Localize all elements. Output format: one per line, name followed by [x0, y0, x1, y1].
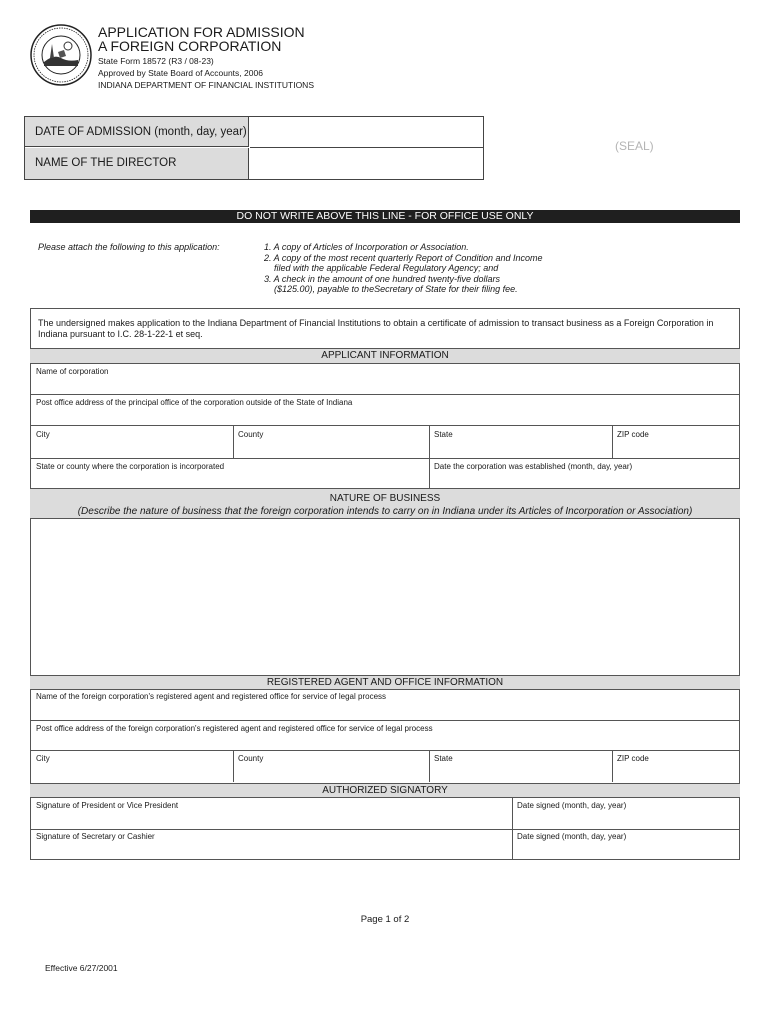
agent-city-label: City [36, 754, 50, 763]
signatory-section-heading: AUTHORIZED SIGNATORY [30, 783, 740, 798]
nature-section-heading [30, 488, 740, 519]
agent-po-address-field[interactable] [31, 721, 739, 750]
date-signed-label-2: Date signed (month, day, year) [517, 832, 627, 841]
incorporated-state-label: State or county where the corporation is incorporated [36, 462, 225, 471]
agent-zip-label: ZIP code [617, 754, 649, 763]
effective-date: Effective 6/27/2001 [45, 963, 118, 973]
form-title-line2: A FOREIGN CORPORATION [98, 38, 282, 54]
applicant-section-heading: APPLICANT INFORMATION [30, 348, 740, 364]
date-of-admission-field[interactable] [250, 117, 483, 148]
agent-zip-field[interactable] [613, 751, 739, 782]
state-form-number: State Form 18572 (R3 / 08-23) [98, 56, 214, 66]
applicant-county-field[interactable] [234, 426, 428, 457]
corporation-name-label: Name of corporation [36, 367, 109, 376]
applicant-county-label: County [238, 430, 264, 439]
nature-of-business-field[interactable] [32, 520, 742, 677]
agent-state-field[interactable] [430, 751, 611, 782]
applicant-city-label: City [36, 430, 50, 439]
agent-county-label: County [238, 754, 264, 763]
department-name: INDIANA DEPARTMENT OF FINANCIAL INSTITUTIONS [98, 80, 314, 90]
principal-office-address-label: Post office address of the principal office of the corporation outside of the State of Indiana [36, 398, 353, 407]
attachment-item: 1. A copy of Articles of Incorporation or Association. [264, 242, 469, 252]
office-admission-box [24, 116, 484, 180]
applicant-zip-label: ZIP code [617, 430, 649, 439]
nature-heading-description: (Describe the nature of business that the foreign corporation intends to carry on in Indiana under its Articles of Incorporation or Association) [77, 506, 693, 517]
attachment-item: 3. A check in the amount of one hundred twenty-five dollars [264, 273, 500, 284]
nature-heading-title: NATURE OF BUSINESS [329, 493, 441, 504]
date-signed-field-2[interactable] [513, 830, 739, 859]
approval-note: Approved by State Board of Accounts, 2006 [98, 68, 263, 78]
agent-name-label: Name of the foreign corporation's registered agent and registered office for service of legal process [36, 692, 387, 701]
attachment-item: 2. A copy of the most recent quarterly Report of Condition and Income [264, 252, 543, 263]
applicant-state-label: State [434, 430, 453, 439]
established-date-field[interactable] [430, 459, 739, 488]
incorporated-state-field[interactable] [31, 459, 428, 488]
state-seal-logo [30, 24, 92, 86]
secretary-signature-field[interactable] [31, 830, 511, 859]
applicant-state-field[interactable] [430, 426, 611, 457]
seal-placeholder: (SEAL) [615, 139, 654, 153]
name-of-director-field[interactable] [250, 148, 483, 179]
agent-city-field[interactable] [31, 751, 232, 782]
corporation-name-field[interactable] [31, 365, 739, 394]
president-signature-label: Signature of President or Vice President [36, 801, 179, 810]
page-number: Page 1 of 2 [360, 914, 410, 925]
principal-office-address-field[interactable] [31, 395, 739, 425]
applicant-zip-field[interactable] [613, 426, 739, 457]
agent-county-field[interactable] [234, 751, 428, 782]
secretary-signature-label: Signature of Secretary or Cashier [36, 832, 155, 841]
agent-po-address-label: Post office address of the foreign corporation's registered agent and registered office for service of legal process [36, 724, 433, 733]
date-of-admission-label: DATE OF ADMISSION (month, day, year) [25, 117, 249, 147]
agent-state-label: State [434, 754, 453, 763]
name-of-director-label: NAME OF THE DIRECTOR [25, 148, 249, 179]
intro-paragraph: The undersigned makes application to the Indiana Department of Financial Institutions to obtain a certificate of admission to transact business as a Foreign Corporation in Indiana pursuant to I.C. 28-1-22-1 et seq. [38, 318, 714, 339]
applicant-city-field[interactable] [31, 426, 232, 457]
agent-name-field[interactable] [31, 691, 739, 720]
form-title-line1: APPLICATION FOR ADMISSION [98, 24, 305, 40]
attachment-item: ($125.00), payable to theSecretary of State for their filing fee. [274, 284, 518, 294]
office-use-bar: DO NOT WRITE ABOVE THIS LINE - FOR OFFICE USE ONLY [30, 210, 740, 223]
attachment-item: filed with the applicable Federal Regulatory Agency; and [274, 263, 499, 273]
president-signature-field[interactable] [31, 799, 511, 829]
attachments-list [264, 242, 542, 295]
date-signed-label-1: Date signed (month, day, year) [517, 801, 627, 810]
established-date-label: Date the corporation was established (month, day, year) [434, 462, 633, 471]
attachments-label: Please attach the following to this application: [38, 242, 220, 252]
agent-section-heading: REGISTERED AGENT AND OFFICE INFORMATION [30, 675, 740, 690]
date-signed-field-1[interactable] [513, 799, 739, 829]
